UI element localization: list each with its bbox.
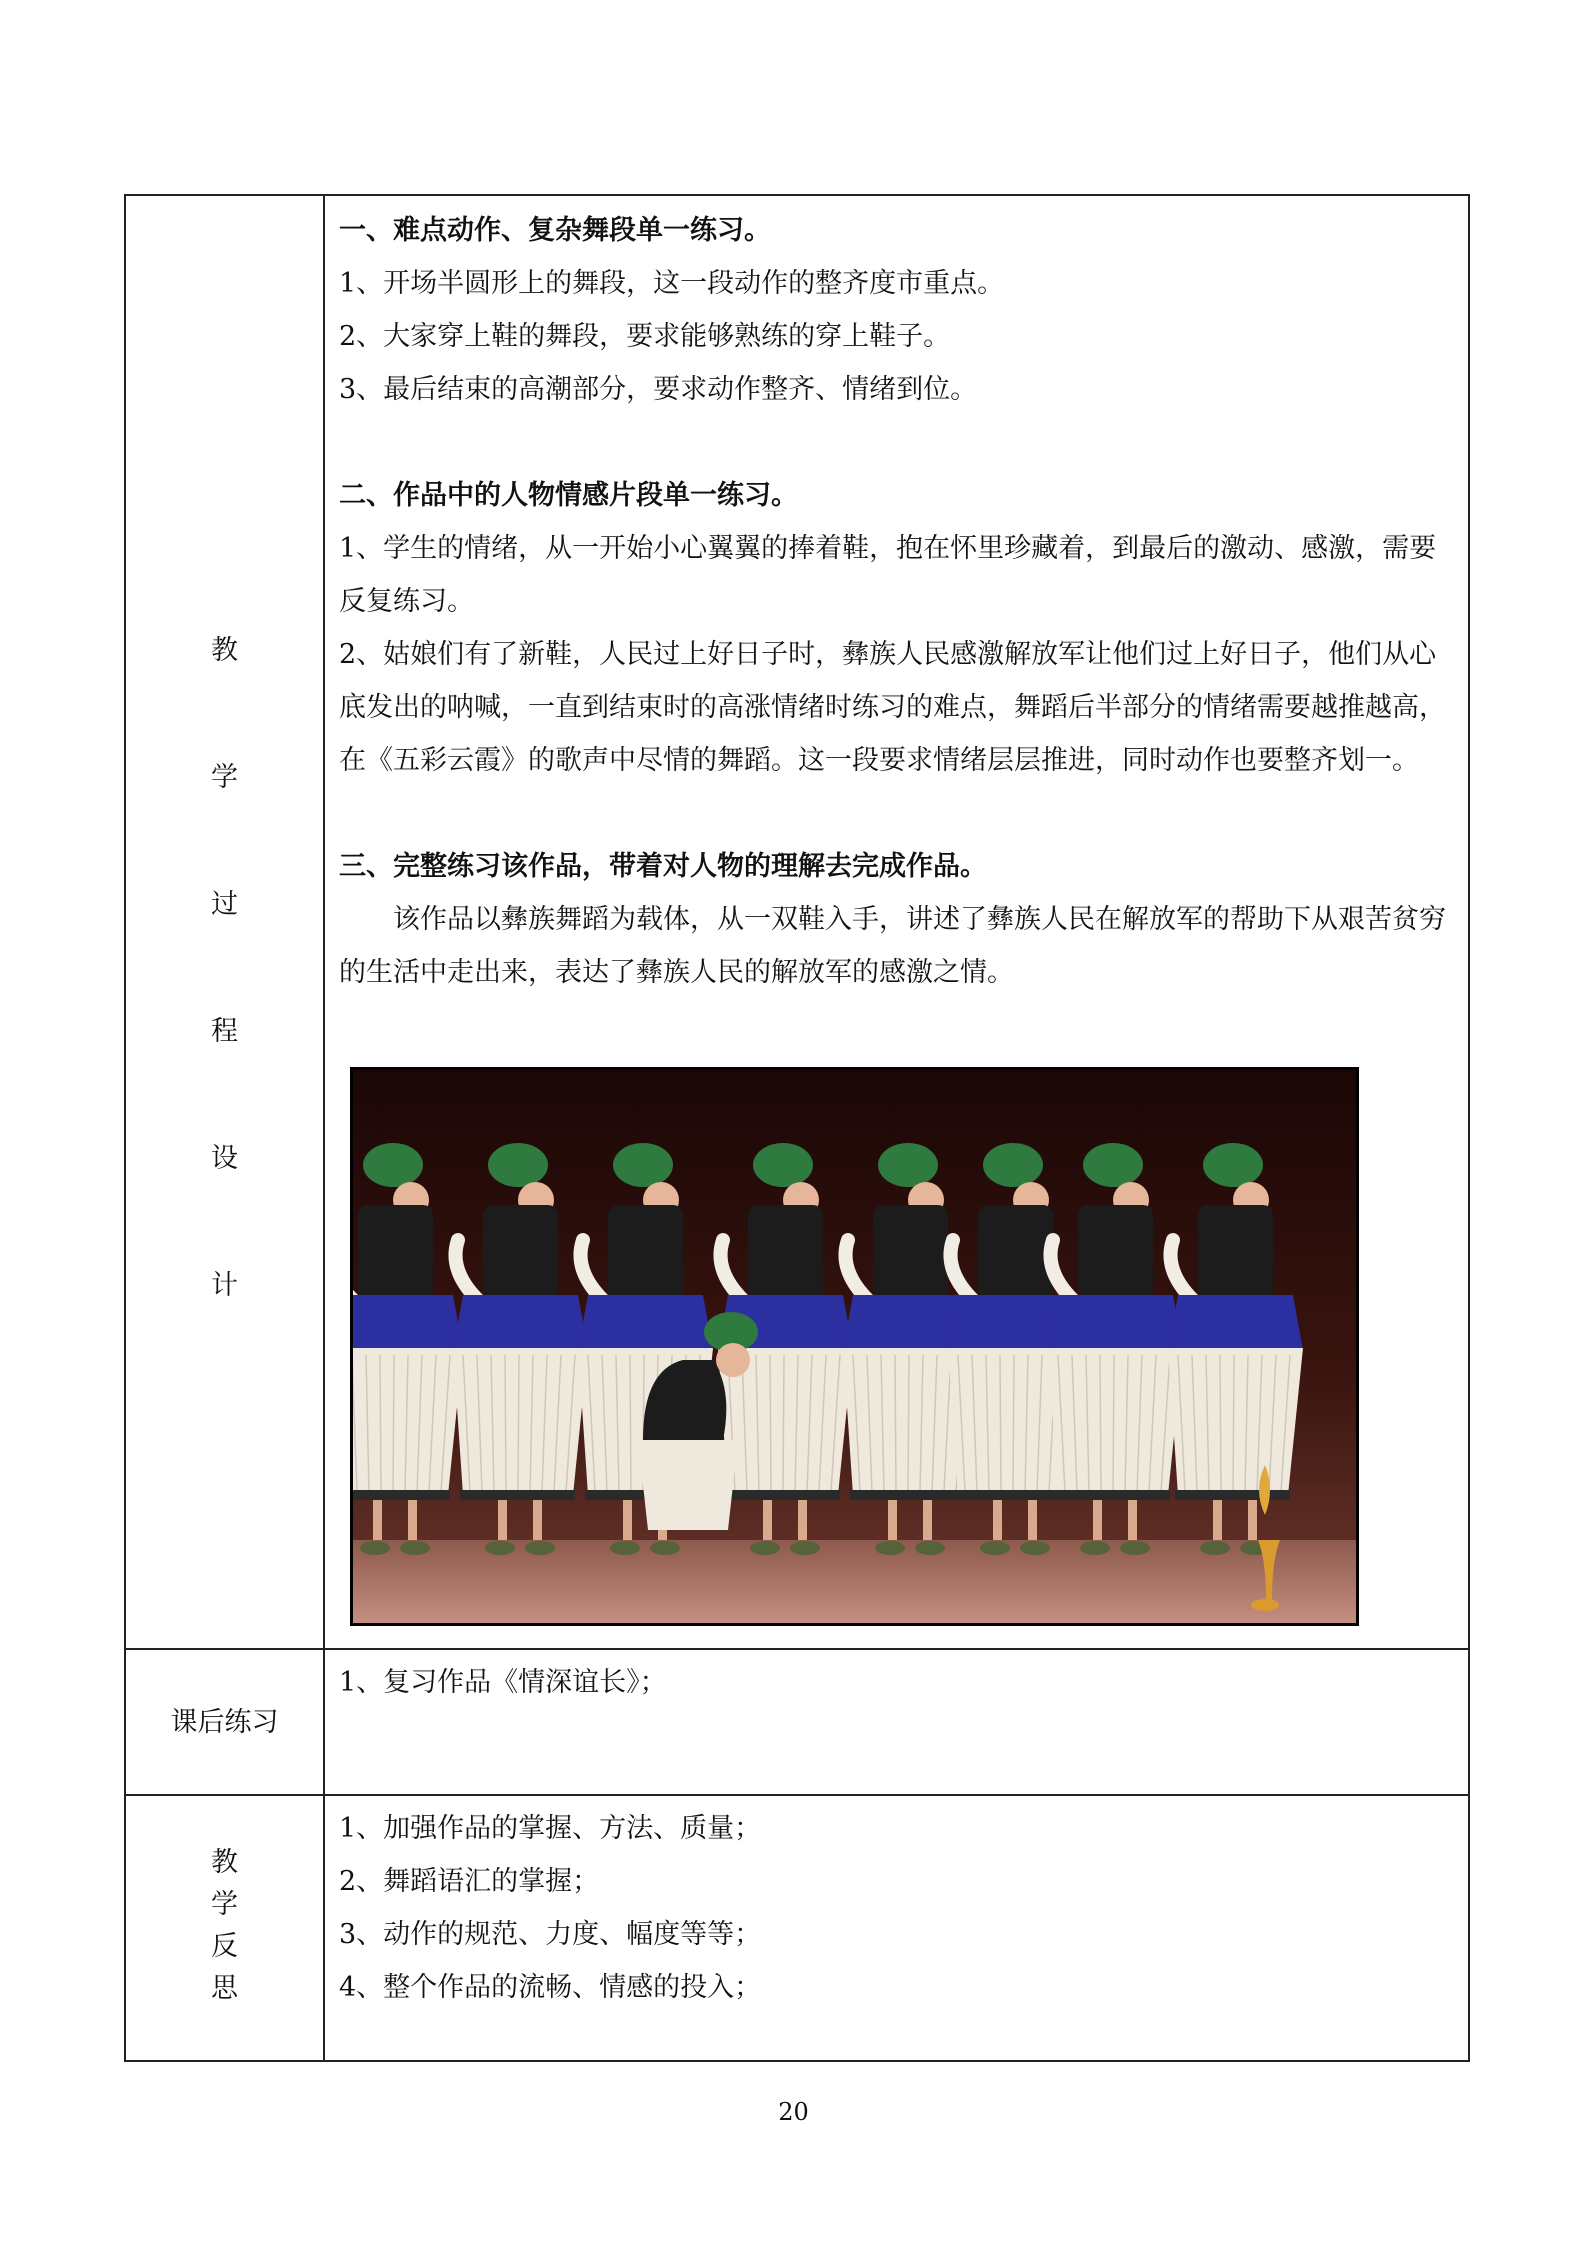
skirt-pleat [908, 1355, 909, 1492]
skirt-pleat [1000, 1355, 1001, 1492]
dancer-vest [483, 1205, 558, 1300]
list-item: 1、学生的情绪，从一开始小心翼翼的捧着鞋，抱在怀里珍藏着，到最后的激动、感激，需要反复练习。 [339, 533, 1437, 617]
page-number: 20 [778, 2098, 809, 2126]
dancer-shoe [1080, 1541, 1110, 1555]
dancer-leg [763, 1500, 772, 1540]
skirt-pleat [783, 1355, 784, 1492]
lesson-table [124, 194, 1470, 2062]
skirt-pleat [505, 1355, 506, 1492]
dancer-leg [623, 1500, 632, 1540]
dancer-skirt-top [578, 1295, 713, 1350]
list-item: 4、整个作品的流畅、情感的投入； [339, 1972, 762, 2003]
list-item: 2、舞蹈语汇的掌握； [339, 1866, 600, 1897]
skirt-pleat [1233, 1355, 1234, 1492]
process-content [339, 204, 1452, 999]
skirt-pleat [1220, 1355, 1221, 1492]
row-divider [126, 1648, 1468, 1650]
section-heading: 一、难点动作、复杂舞段单一练习。 [339, 215, 771, 246]
dancer-skirt-top [353, 1295, 463, 1350]
section-heading: 二、作品中的人物情感片段单一练习。 [339, 480, 798, 511]
dancer-shoe [1020, 1541, 1050, 1555]
process-label-char: 计 [211, 1270, 238, 1301]
dancer-vest [1198, 1205, 1273, 1300]
dancer-vest [608, 1205, 683, 1300]
skirt-pleat [393, 1355, 394, 1492]
skirt-pleat [518, 1355, 519, 1492]
column-divider [323, 196, 325, 2060]
dancer-headscarf [983, 1143, 1043, 1187]
bowing-dancer-skirt [638, 1440, 738, 1530]
row-divider [126, 1794, 1468, 1796]
dancer-shoe [790, 1541, 820, 1555]
dancer-shoe [1200, 1541, 1230, 1555]
dancer-shoe [610, 1541, 640, 1555]
skirt-pleat [1100, 1355, 1101, 1492]
dancer-shoe [485, 1541, 515, 1555]
skirt-pleat [630, 1355, 631, 1492]
dancer-leg [798, 1500, 807, 1540]
skirt-pleat [1013, 1355, 1014, 1492]
dancer-leg [1028, 1500, 1037, 1540]
dancers-illustration [353, 1070, 1356, 1623]
process-label-char: 设 [211, 1143, 238, 1174]
dancer-shoe [360, 1541, 390, 1555]
dancer-headscarf [488, 1143, 548, 1187]
dancer-vest [748, 1205, 823, 1300]
dancer-leg [1128, 1500, 1137, 1540]
list-item: 1、复习作品《情深谊长》； [339, 1667, 667, 1698]
dancer-shoe [980, 1541, 1010, 1555]
homework-label: 课后练习 [170, 1707, 279, 1738]
skirt-hem [725, 1490, 840, 1500]
list-item: 1、加强作品的掌握、方法、质量； [339, 1813, 762, 1844]
reflection-label [126, 1842, 323, 2010]
dancer-headscarf [1203, 1143, 1263, 1187]
dancer-leg [1213, 1500, 1222, 1540]
dancer-leg [408, 1500, 417, 1540]
dancer-shoe [650, 1541, 680, 1555]
list-item: 3、最后结束的高潮部分，要求动作整齐、情绪到位。 [339, 374, 978, 405]
skirt-pleat [770, 1355, 771, 1492]
process-label-char: 教 [211, 635, 238, 666]
reflection-label-char: 学 [211, 1889, 238, 1920]
list-item: 3、动作的规范、力度、幅度等等； [339, 1919, 762, 1950]
dancer-vest [358, 1205, 433, 1300]
dancer-headscarf [613, 1143, 673, 1187]
dancer-shoe [915, 1541, 945, 1555]
dancer-headscarf [753, 1143, 813, 1187]
dancer-leg [373, 1500, 382, 1540]
section-heading: 三、完整练习该作品，带着对人物的理解去完成作品。 [339, 851, 987, 882]
dancer-leg [888, 1500, 897, 1540]
process-label-char: 过 [211, 889, 238, 920]
dancer-leg [1248, 1500, 1257, 1540]
dancer-skirt-top [453, 1295, 588, 1350]
skirt-pleat [1113, 1355, 1114, 1492]
list-item: 2、大家穿上鞋的舞段，要求能够熟练的穿上鞋子。 [339, 321, 951, 352]
reflection-content [339, 1802, 1452, 2014]
skirt-hem [353, 1490, 450, 1500]
dancer-vest [873, 1205, 948, 1300]
dancer-skirt-top [1048, 1295, 1183, 1350]
reflection-label-char: 反 [211, 1931, 238, 1962]
bowing-dancer-face [716, 1343, 750, 1377]
dance-performance-photo [350, 1067, 1359, 1626]
dancer-shoe [750, 1541, 780, 1555]
process-label [126, 628, 323, 1390]
reflection-label-char: 思 [211, 1973, 238, 2004]
skirt-hem [1175, 1490, 1290, 1500]
skirt-hem [850, 1490, 965, 1500]
skirt-pleat [380, 1355, 381, 1492]
dancer-leg [923, 1500, 932, 1540]
dancer-headscarf [878, 1143, 938, 1187]
process-label-char: 学 [211, 762, 238, 793]
dancer-headscarf [1083, 1143, 1143, 1187]
skirt-hem [955, 1490, 1070, 1500]
skirt-hem [1055, 1490, 1170, 1500]
skirt-pleat [895, 1355, 896, 1492]
reflection-label-char: 教 [211, 1847, 238, 1878]
dancer-leg [993, 1500, 1002, 1540]
dancer-skirt-top [1168, 1295, 1303, 1350]
dancer-shoe [525, 1541, 555, 1555]
skirt-hem [460, 1490, 575, 1500]
dancer-headscarf [363, 1143, 423, 1187]
dancer-vest [1078, 1205, 1153, 1300]
list-item: 2、姑娘们有了新鞋，人民过上好日子时，彝族人民感激解放军让他们过上好日子，他们从心底发出的呐喊，一直到结束时的高涨情绪时练习的难点，舞蹈后半部分的情绪需要越推越高，在《五彩云霞》的歌声中尽情的舞蹈。这一段要求情绪层层推进，同时动作也要整齐划一。 [339, 639, 1446, 776]
dancer-vest [978, 1205, 1053, 1300]
paragraph: 该作品以彝族舞蹈为载体，从一双鞋入手，讲述了彝族人民在解放军的帮助下从艰苦贫穷的生活中走出来，表达了彝族人民的解放军的感激之情。 [339, 904, 1446, 988]
dancer-leg [498, 1500, 507, 1540]
dancer-leg [1093, 1500, 1102, 1540]
dancer-shoe [875, 1541, 905, 1555]
homework-content [339, 1656, 1452, 1709]
process-label-char: 程 [211, 1016, 238, 1047]
dancer-shoe [400, 1541, 430, 1555]
dancer-shoe [1120, 1541, 1150, 1555]
dancer-leg [533, 1500, 542, 1540]
list-item: 1、开场半圆形上的舞段，这一段动作的整齐度市重点。 [339, 268, 1005, 299]
